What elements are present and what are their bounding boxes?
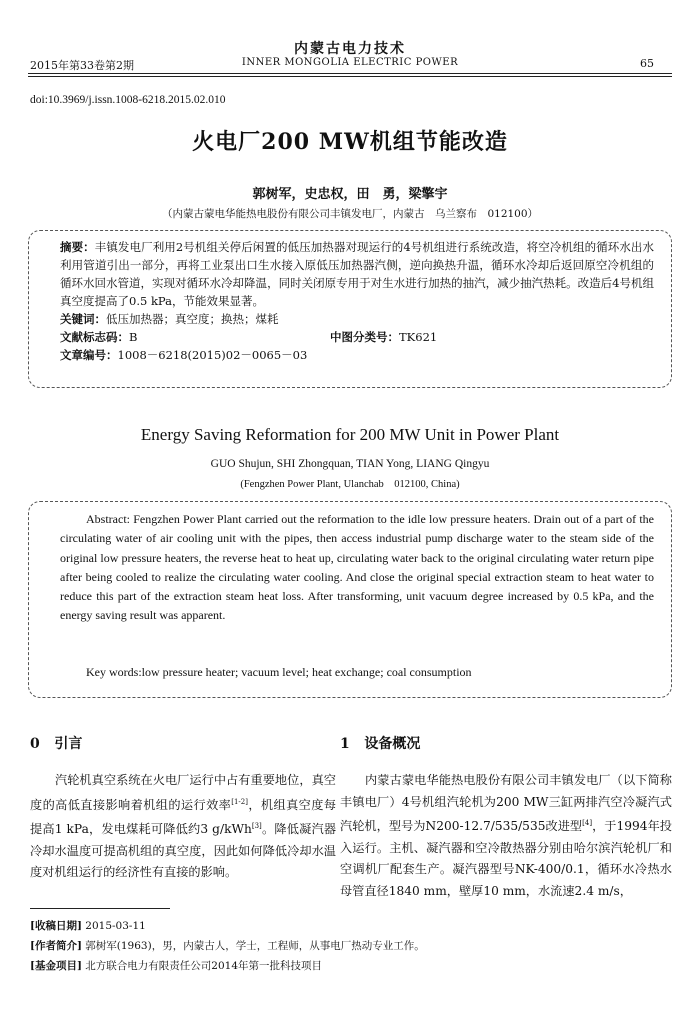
page-number: 65	[640, 57, 654, 70]
keywords-label-en: Key words:	[86, 665, 142, 679]
article-no: 1008－6218(2015)02－0065－03	[117, 348, 308, 362]
intro-text-3: 。降低凝汽器冷却水温度可提高机组的真空度，因此如何降低冷却水温度对机组运行的经济性有直接的影响。	[30, 822, 337, 880]
journal-title-cn: 内蒙古电力技术	[294, 41, 406, 57]
abstract-en-paragraph	[60, 510, 654, 626]
article-no-row	[60, 346, 654, 364]
clc-code: TK621	[399, 330, 438, 344]
keywords-label-cn: 关键词：	[60, 312, 106, 326]
abstract-label-cn: 摘要：	[60, 240, 95, 254]
section-title-equipment: 设备概况	[364, 736, 421, 752]
section-heading-equipment	[340, 733, 420, 753]
citation-4: [4]	[582, 819, 593, 827]
intro-paragraph	[30, 770, 336, 884]
footnote-label: [收稿日期]	[30, 920, 82, 932]
section-heading-intro	[30, 733, 82, 753]
footnote-fund	[30, 958, 322, 973]
footnote-text: 北方联合电力有限责任公司2014年第一批科技项目	[85, 960, 323, 972]
section-title-intro: 引言	[54, 736, 83, 752]
abstract-text-en: Fengzhen Power Plant carried out the reformation to the idle low pressure heaters. Drain out of a part of the circulating water of air cooling unit with the pipes, then access industrial pump discharge water to the steam side of the original low pressure heaters, the reverse heat to heat up, circulating water back to the original circulating water return pipe after being cooled to realize the circulating water cooling. And close the original special extraction steam to heat water to reduce this part of the extraction steam heat loss. After transforming, unit vacuum degree increased by 0.5 kPa, and the energy saving result was apparent.	[60, 512, 654, 623]
footnote-text: 2015-03-11	[85, 920, 146, 932]
footnote-received	[30, 918, 146, 933]
footnote-label: [基金项目]	[30, 960, 82, 972]
abstract-en	[60, 510, 654, 626]
header-rule-thin	[28, 76, 672, 77]
authors-en: GUO Shujun, SHI Zhongquan, TIAN Yong, LIANG Qingyu	[210, 458, 490, 470]
doi: doi:10.3969/j.issn.1008-6218.2015.02.010	[30, 94, 226, 106]
section-number-intro: 0	[30, 736, 40, 752]
abstract-text-cn: 丰镇发电厂利用2号机组关停后闲置的低压加热器对现运行的4号机组进行系统改造，将空冷机组的循环水出水利用管道引出一部分，再将工业泵出口生水接入原低压加热器汽侧，逆向换热升温，循环水冷却后返回原空冷机组的循环水回水管道，实现对循环水冷却降温，同时关闭原专用于对生水进行加热的抽汽，减少抽汽热耗。改造后4号机组真空度提高了0.5 kPa，节能效果显著。	[60, 240, 654, 308]
paper-title-cn: 火电厂200 MW机组节能改造	[192, 129, 508, 155]
doc-code-label: 文献标志码：	[60, 330, 129, 344]
keywords-cn: 低压加热器；真空度；换热；煤耗	[106, 312, 279, 326]
clc-label: 中图分类号：	[330, 330, 399, 344]
authors-cn: 郭树军，史忠权，田 勇，梁擎宇	[252, 187, 448, 202]
keywords-en: low pressure heater; vacuum level; heat exchange; coal consumption	[141, 665, 472, 679]
section-number-equipment: 1	[340, 736, 350, 752]
citation-1-2: [1-2]	[231, 797, 248, 806]
article-no-label: 文章编号：	[60, 348, 118, 362]
clc-block	[330, 328, 437, 346]
doc-code: B	[129, 330, 138, 344]
abstract-cn	[60, 238, 654, 364]
keywords-en-row	[60, 665, 654, 680]
footnote-text: 郭树军(1963)，男，内蒙古人，学士，工程师，从事电厂热动专业工作。	[85, 940, 425, 952]
citation-3: [3]	[251, 822, 262, 831]
equipment-paragraph	[340, 770, 672, 902]
doc-code-block	[60, 328, 330, 346]
affiliation-en: (Fengzhen Power Plant, Ulanchab 012100, China)	[240, 479, 460, 490]
footnote-label: [作者简介]	[30, 940, 82, 952]
journal-title-en: INNER MONGOLIA ELECTRIC POWER	[241, 57, 459, 68]
abstract-label-en: Abstract:	[86, 512, 130, 526]
keywords-cn-row	[60, 310, 654, 328]
equipment-text-1: 内蒙古蒙电华能热电股份有限公司丰镇发电厂（以下简称丰镇电厂）4号机组汽轮机为200 MW三缸两排汽空冷凝汽式汽轮机，型号为N200-12.7/535/535改进型	[340, 773, 672, 834]
abstract-cn-paragraph	[60, 238, 654, 310]
intro-text-1: 汽轮机真空系统在火电厂运行中占有重要地位，真空度的高低直接影响着机组的运行效率	[30, 773, 336, 812]
affiliation-cn: （内蒙古蒙电华能热电股份有限公司丰镇发电厂，内蒙古 乌兰察布 012100）	[161, 208, 539, 220]
classification-row	[60, 328, 654, 346]
intro-text-2: ，机组真空度每提高1 kPa，发电煤耗可降低约3 g/kWh	[30, 797, 337, 837]
footnote-author	[30, 938, 425, 953]
footnote-rule	[30, 908, 170, 909]
journal-issue: 2015年第33卷第2期	[30, 59, 134, 72]
equipment-text-2: ，于1994年投入运行。主机、凝汽器和空冷散热器分别由哈尔滨汽轮机厂和空调机厂配套生产。凝汽器型号NK-400/0.1，循环水冷热水母管直径1840 mm，壁厚10 mm，水流速2.4 m/s，	[340, 819, 672, 898]
paper-title-en: Energy Saving Reformation for 200 MW Unit in Power Plant	[140, 425, 560, 444]
header-rule	[28, 73, 672, 74]
